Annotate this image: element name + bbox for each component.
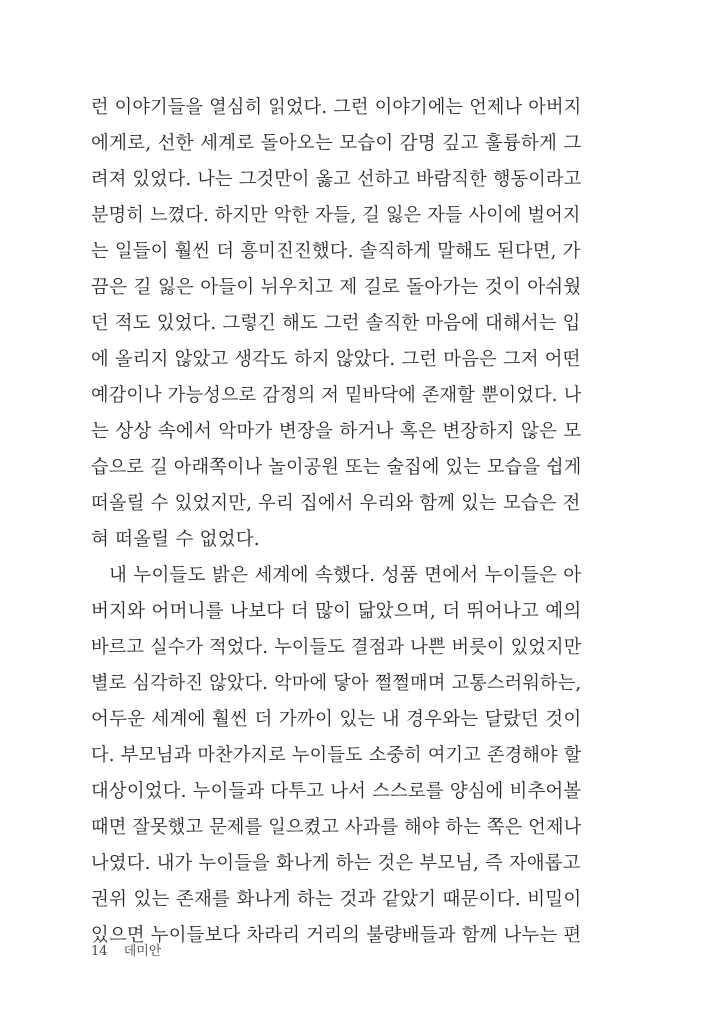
- text-line: 던 적도 있었다. 그렇긴 해도 그런 솔직한 마음에 대해서는 입: [91, 313, 581, 334]
- paragraph-first-line: 내 누이들도 밝은 세계에 속했다. 성품 면에서 누이들은 아: [109, 565, 582, 586]
- text-line: 끔은 길 잃은 아들이 뉘우치고 제 길로 돌아가는 것이 아쉬웠: [91, 277, 582, 298]
- text-line: 떠올릴 수 있었지만, 우리 집에서 우리와 함께 있는 모습은 전: [91, 493, 581, 514]
- text-line: 별로 심각하진 않았다. 악마에 닿아 쩔쩔매며 고통스러워하는,: [91, 673, 582, 694]
- running-title: 데미안: [123, 944, 162, 959]
- text-line: 습으로 길 아래쪽이나 놀이공원 또는 술집에 있는 모습을 쉽게: [91, 457, 582, 478]
- text-line: 에 올리지 않았고 생각도 하지 않았다. 그런 마음은 그저 어떤: [91, 349, 581, 370]
- text-line: 는 일들이 훨씬 더 흥미진진했다. 솔직하게 말해도 된다면, 가: [91, 241, 581, 262]
- page-number: 14: [91, 944, 108, 959]
- text-line: 려져 있었다. 나는 그것만이 옳고 선하고 바람직한 행동이라고: [91, 169, 582, 190]
- text-line: 권위 있는 존재를 화나게 하는 것과 같았기 때문이다. 비밀이: [91, 889, 582, 910]
- text-line: 바르고 실수가 적었다. 누이들도 결점과 나쁜 버릇이 있었지만: [91, 637, 582, 658]
- page-footer: [91, 940, 161, 959]
- text-line: 때면 잘못했고 문제를 일으켰고 사과를 해야 하는 쪽은 언제나: [91, 817, 582, 838]
- text-line: 혀 떠올릴 수 없었다.: [91, 529, 260, 550]
- text-line: 있으면 누이들보다 차라리 거리의 불량배들과 함께 나누는 편: [91, 925, 582, 946]
- text-line: 는 상상 속에서 악마가 변장을 하거나 혹은 변장하지 않은 모: [91, 421, 582, 442]
- text-line: 예감이나 가능성으로 감정의 저 밑바닥에 존재할 뿐이었다. 나: [91, 385, 582, 406]
- text-line: 에게로, 선한 세계로 돌아오는 모습이 감명 깊고 훌륭하게 그: [91, 133, 582, 154]
- text-line: 대상이었다. 누이들과 다투고 나서 스스로를 양심에 비추어볼: [91, 781, 582, 802]
- text-line: 버지와 어머니를 나보다 더 많이 닮았으며, 더 뛰어나고 예의: [91, 601, 582, 622]
- text-line: 다. 부모님과 마찬가지로 누이들도 소중히 여기고 존경해야 할: [91, 745, 582, 766]
- text-line: 런 이야기들을 열심히 읽었다. 그런 이야기에는 언제나 아버지: [91, 97, 582, 118]
- text-line: 분명히 느꼈다. 하지만 악한 자들, 길 잃은 자들 사이에 벌어지: [91, 205, 581, 226]
- text-line: 어두운 세계에 훨씬 더 가까이 있는 내 경우와는 달랐던 것이: [91, 709, 582, 730]
- text-line: 나였다. 내가 누이들을 화나게 하는 것은 부모님, 즉 자애롭고: [91, 853, 581, 874]
